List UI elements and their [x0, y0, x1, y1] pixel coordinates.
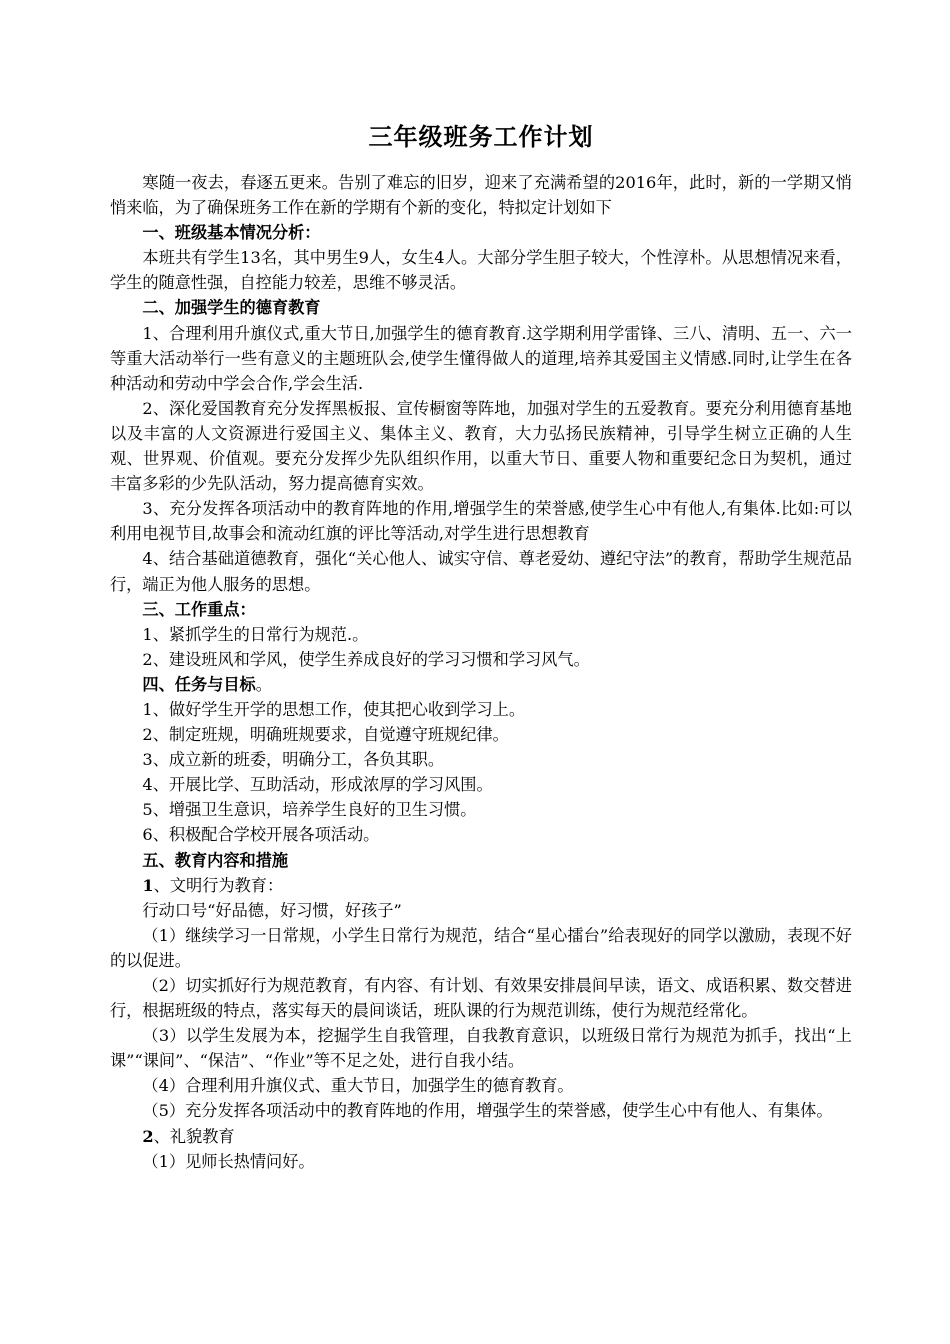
- section-4-item: 2、制定班规，明确班规要求，自觉遵守班规纪律。: [142, 725, 509, 745]
- subsection-1-label: 、文明行为教育：: [153, 875, 284, 895]
- subsection-2-label: 、礼貌教育: [153, 1126, 235, 1146]
- section-4-item: 6、积极配合学校开展各项活动。: [142, 825, 380, 845]
- subsection-heading-1: [110, 873, 852, 898]
- section-heading-4-text: 四、任务与目标: [142, 674, 256, 694]
- section-heading-4: [110, 672, 852, 697]
- subsection-2-number: 2: [142, 1126, 154, 1146]
- section-2-item: 2、深化爱国教育充分发挥黑板报、宣传橱窗等阵地，加强对学生的五爱教育。要充分利用德育基地以及丰富的人文资源进行爱国主义、集体主义、教育，大力弘扬民族精神，引导学生树立正确的人生观、世界观、价值观。要充分发挥少先队组织作用，以重大节日、重要人物和重要纪念日为契机，通过丰富多彩的少先队活动，努力提高德育实效。: [110, 398, 852, 494]
- section-4-item: 5、增强卫生意识，培养学生良好的卫生习惯。: [142, 800, 477, 820]
- section-heading-3: 三、工作重点：: [142, 599, 256, 619]
- section-2-item: 1、合理利用升旗仪式,重大节日,加强学生的德育教育.这学期利用学雷锋、三八、清明、五一、六一等重大活动举行一些有意义的主题班队会,使学生懂得做人的道理,培养其爱国主义情感.同时,让学生在各种活动和劳动中学会合作,学会生活.: [110, 323, 852, 393]
- section-4-item: 1、做好学生开学的思想工作，使其把心收到学习上。: [142, 699, 526, 719]
- slogan-line: 行动口号“好品德，好习惯，好孩子”: [142, 900, 402, 920]
- section-heading-2: 二、加强学生的德育教育: [142, 298, 321, 318]
- document-body: [110, 170, 852, 1174]
- subsection-2-item: （1）见师长热情问好。: [142, 1151, 315, 1171]
- section-4-item: 3、成立新的班委，明确分工，各负其职。: [142, 750, 445, 770]
- section-heading-4-suffix: 。: [255, 674, 272, 694]
- subsection-1-item: （4）合理利用升旗仪式、重大节日，加强学生的德育教育。: [142, 1076, 574, 1096]
- subsection-1-item: （5）充分发挥各项活动中的教育阵地的作用，增强学生的荣誉感，使学生心中有他人、有集体。: [142, 1101, 833, 1121]
- subsection-1-item: （1）继续学习一日常规，小学生日常行为规范，结合“星心擂台”给表现好的同学以激励，表现不好的以促进。: [110, 925, 852, 970]
- intro-paragraph: 寒随一夜去，春逐五更来。告别了难忘的旧岁，迎来了充满希望的2016年，此时，新的一学期又悄悄来临，为了确保班务工作在新的学期有个新的变化，特拟定计划如下: [110, 173, 852, 218]
- section-heading-5: 五、教育内容和措施: [142, 850, 289, 870]
- section-4-item: 4、开展比学、互助活动，形成浓厚的学习风围。: [142, 775, 493, 795]
- section-2-item: 4、结合基础道德教育，强化“关心他人、诚实守信、尊老爱幼、遵纪守法”的教育，帮助学生规范品行，端正为他人服务的思想。: [110, 549, 852, 594]
- subsection-1-item: （3）以学生发展为本，挖掘学生自我管理，自我教育意识，以班级日常行为规范为抓手，找出“上课”“课间”、“保洁”、“作业”等不足之处，进行自我小结。: [110, 1026, 852, 1071]
- section-heading-1: 一、班级基本情况分析：: [142, 223, 321, 243]
- section-3-item: 1、紧抓学生的日常行为规范.。: [142, 624, 369, 644]
- document-title: 三年级班务工作计划: [368, 122, 594, 151]
- document-page: [110, 112, 852, 1174]
- section-1-paragraph: 本班共有学生13名，其中男生9人，女生4人。大部分学生胆子较大，个性淳朴。从思想情况来看，学生的随意性强，自控能力较差，思维不够灵活。: [110, 248, 852, 293]
- subsection-1-item: （2）切实抓好行为规范教育，有内容、有计划、有效果安排晨间早读，语文、成语积累、数交替进行，根据班级的特点，落实每天的晨间谈话，班队课的行为规范训练，使行为规范经常化。: [110, 976, 852, 1021]
- section-2-item: 3、充分发挥各项活动中的教育阵地的作用,增强学生的荣誉感,使学生心中有他人,有集体.比如:可以利用电视节目,故事会和流动红旗的评比等活动,对学生进行思想教育: [110, 499, 852, 544]
- subsection-1-number: 1: [142, 875, 154, 895]
- subsection-heading-2: [110, 1124, 852, 1149]
- section-3-item: 2、建设班风和学风，使学生养成良好的学习习惯和学习风气。: [142, 649, 590, 669]
